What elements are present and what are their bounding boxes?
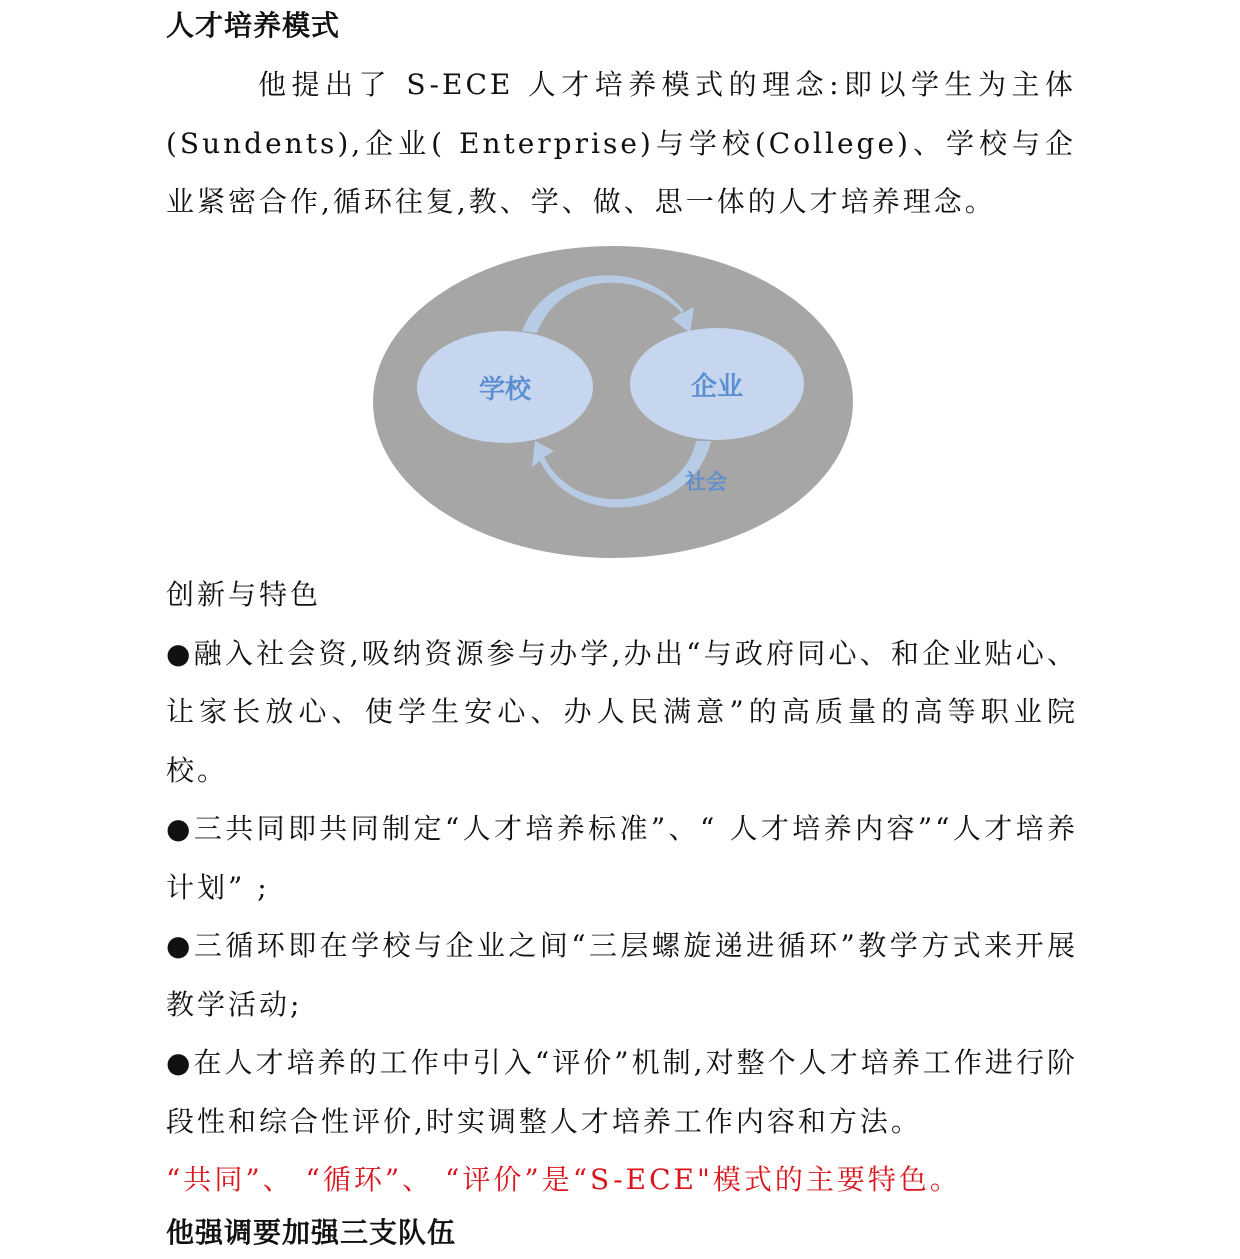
features-block bbox=[166, 566, 1078, 1210]
s-ece-diagram bbox=[372, 245, 854, 559]
enterprise-label: 企业 bbox=[690, 372, 744, 402]
intro-paragraph: 他提出了 S-ECE 人才培养模式的理念:即以学生为主体(Sundents),企业( Enterprise)与学校(College)、学校与企业紧密合作,循环往复,教、学、做、思一体的人才培养理念。 bbox=[166, 68, 1076, 218]
bullet-item: ●三循环即在学校与企业之间“三层螺旋递进循环”教学方式来开展教学活动; bbox=[166, 929, 1078, 1021]
bullet-item: ●在人才培养的工作中引入“评价”机制,对整个人才培养工作进行阶段性和综合性评价,时实调整人才培养工作内容和方法。 bbox=[166, 1046, 1078, 1138]
school-label: 学校 bbox=[478, 375, 532, 405]
section-heading-teams: 他强调要加强三支队伍 bbox=[166, 1216, 457, 1249]
bullet-item: ●三共同即共同制定“人才培养标准”、“ 人才培养内容”“人才培养计划” ; bbox=[166, 812, 1078, 904]
bullet-item: ●融入社会资,吸纳资源参与办学,办出“与政府同心、和企业贴心、让家长放心、使学生安心、办人民满意”的高质量的高等职业院校。 bbox=[166, 636, 1078, 787]
features-title: 创新与特色 bbox=[166, 578, 322, 611]
society-label: 社会 bbox=[685, 470, 727, 494]
highlight-line: “共同”、 “循环”、 “评价”是“S-ECE"模式的主要特色。 bbox=[166, 1163, 961, 1196]
section-heading: 人才培养模式 bbox=[166, 9, 341, 42]
